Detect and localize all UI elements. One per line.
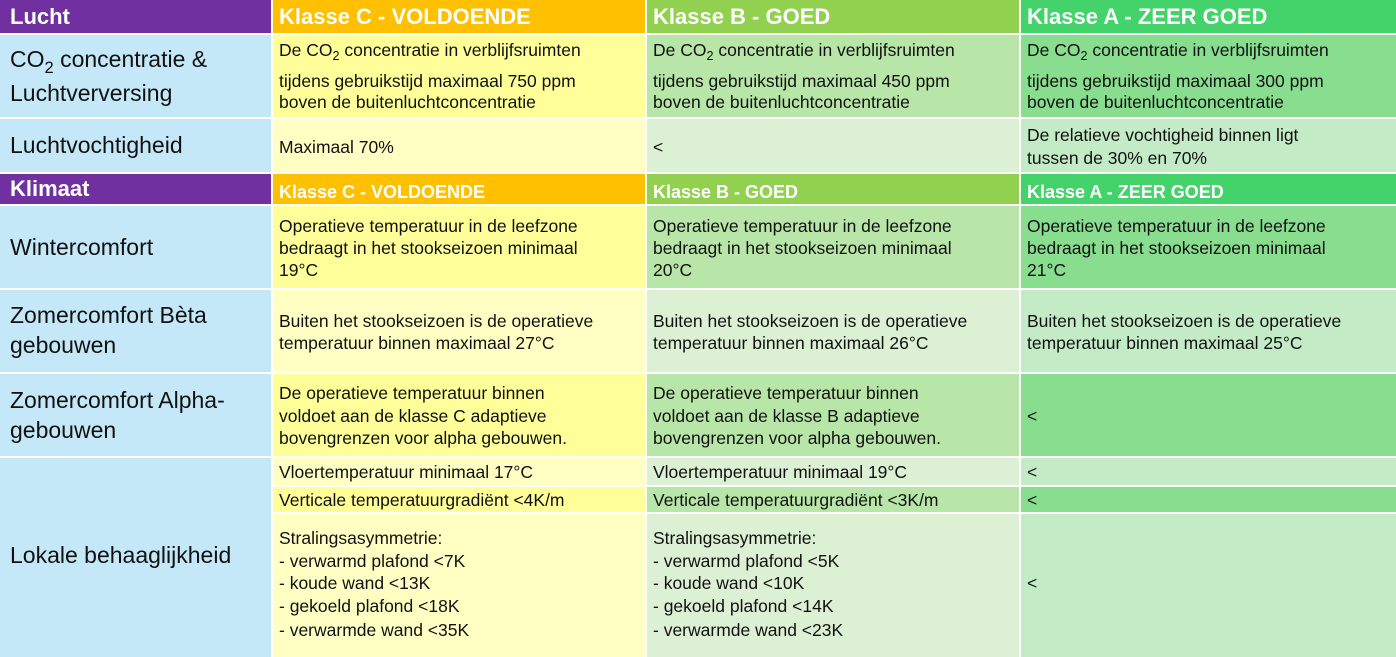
header-klasse-a-label: Klasse A - ZEER GOED	[1027, 4, 1268, 29]
gradient-b-text: Verticale temperatuurgradiënt <3K/m	[653, 490, 939, 510]
straling-c-line2: - verwarmd plafond <7K	[279, 551, 466, 571]
lucht-section-title: Lucht	[10, 4, 70, 29]
zomer-beta-c-line2: temperatuur binnen maximaal 27°C	[279, 333, 555, 353]
row-label-zomercomfort-alpha	[0, 374, 271, 456]
gradient-a-text: <	[1027, 490, 1038, 510]
co2-klasse-b-cell	[647, 35, 1019, 117]
row-label-wintercomfort	[0, 206, 271, 288]
winter-b-line1: Operatieve temperatuur in de leefzone	[653, 216, 952, 236]
gradient-klasse-c-cell	[273, 487, 645, 512]
co2-klasse-c-cell	[273, 35, 645, 117]
zomer-alpha-c-line2: voldoet aan de klasse C adaptieve	[279, 406, 547, 426]
straling-b-line1: Stralingsasymmetrie:	[653, 528, 817, 548]
vocht-klasse-b-cell	[647, 119, 1019, 172]
lokale-behaaglijkheid-label: Lokale behaaglijkheid	[10, 542, 232, 568]
klimaat-header-b-label: Klasse B - GOED	[653, 182, 799, 202]
lucht-header-klasse-a	[1021, 0, 1396, 33]
winter-a-line3: 21°C	[1027, 260, 1067, 280]
vocht-klasse-a-cell	[1021, 119, 1396, 172]
straling-a-text: <	[1027, 573, 1038, 593]
straling-c-line4: - gekoeld plafond <18K	[279, 596, 460, 616]
winter-klasse-b-cell	[647, 206, 1019, 288]
winter-klasse-a-cell	[1021, 206, 1396, 288]
vloer-klasse-c-cell	[273, 458, 645, 485]
co2-b-line3: boven de buitenluchtconcentratie	[653, 92, 910, 112]
zomer-alpha-klasse-c-cell	[273, 374, 645, 456]
straling-b-line4: - gekoeld plafond <14K	[653, 596, 834, 616]
klimaat-header-klasse-b	[647, 174, 1019, 204]
winter-a-line1: Operatieve temperatuur in de leefzone	[1027, 216, 1326, 236]
straling-klasse-c-cell	[273, 514, 645, 657]
co2-a-line2: tijdens gebruikstijd maximaal 300 ppm	[1027, 71, 1324, 91]
zomer-alpha-klasse-b-cell	[647, 374, 1019, 456]
vocht-klasse-c-cell	[273, 119, 645, 172]
winter-c-line2: bedraagt in het stookseizoen minimaal	[279, 238, 578, 258]
vloer-c-text: Vloertemperatuur minimaal 17°C	[279, 462, 534, 482]
zomer-beta-a-line1: Buiten het stookseizoen is de operatieve	[1027, 311, 1342, 331]
co2-a-line3: boven de buitenluchtconcentratie	[1027, 92, 1284, 112]
winter-b-line3: 20°C	[653, 260, 693, 280]
gradient-klasse-a-cell	[1021, 487, 1396, 512]
winter-c-line1: Operatieve temperatuur in de leefzone	[279, 216, 578, 236]
zomer-beta-label-line2: gebouwen	[10, 332, 117, 358]
klimaat-section-header	[0, 174, 271, 204]
klimaat-header-klasse-a	[1021, 174, 1396, 204]
klimaat-header-a-label: Klasse A - ZEER GOED	[1027, 182, 1224, 202]
co2-b-line2: tijdens gebruikstijd maximaal 450 ppm	[653, 71, 950, 91]
zomer-beta-b-line2: temperatuur binnen maximaal 26°C	[653, 333, 929, 353]
zomer-beta-b-line1: Buiten het stookseizoen is de operatieve	[653, 311, 968, 331]
luchtvochtigheid-label: Luchtvochtigheid	[10, 132, 183, 158]
klimaat-header-c-label: Klasse C - VOLDOENDE	[279, 182, 486, 202]
straling-klasse-b-cell	[647, 514, 1019, 657]
row-label-co2	[0, 35, 271, 117]
winter-c-line3: 19°C	[279, 260, 319, 280]
straling-b-line5: - verwarmde wand <23K	[653, 620, 844, 640]
zomer-beta-label-line1: Zomercomfort Bèta	[10, 302, 207, 328]
klimaat-section-title: Klimaat	[10, 176, 90, 201]
co2-b-line1: De $CO_2$ concentratie in verblijfsruimten	[653, 40, 955, 64]
header-klasse-b-label: Klasse B - GOED	[653, 4, 831, 29]
co2-label-line2: Luchtverversing	[10, 80, 173, 106]
gradient-klasse-b-cell	[647, 487, 1019, 512]
zomer-alpha-b-line2: voldoet aan de klasse B adaptieve	[653, 406, 920, 426]
co2-c-line1: De $CO_2$ concentratie in verblijfsruimten	[279, 40, 581, 64]
co2-label-line1: $CO_2$ concentratie &	[10, 46, 208, 77]
straling-b-line3: - koude wand <10K	[653, 573, 805, 593]
vloer-a-text: <	[1027, 462, 1038, 482]
zomer-beta-klasse-b-cell	[647, 290, 1019, 372]
zomer-beta-klasse-c-cell	[273, 290, 645, 372]
winter-b-line2: bedraagt in het stookseizoen minimaal	[653, 238, 952, 258]
straling-c-line5: - verwarmde wand <35K	[279, 620, 470, 640]
header-klasse-c-label: Klasse C - VOLDOENDE	[279, 4, 531, 29]
wintercomfort-label: Wintercomfort	[10, 234, 154, 260]
vloer-b-text: Vloertemperatuur minimaal 19°C	[653, 462, 908, 482]
klimaat-header-klasse-c	[273, 174, 645, 204]
vloer-klasse-a-cell	[1021, 458, 1396, 485]
zomer-beta-a-line2: temperatuur binnen maximaal 25°C	[1027, 333, 1303, 353]
co2-a-line1: De $CO_2$ concentratie in verblijfsruimten	[1027, 40, 1329, 64]
straling-c-line1: Stralingsasymmetrie:	[279, 528, 443, 548]
lucht-header-klasse-b	[647, 0, 1019, 33]
straling-klasse-a-cell	[1021, 514, 1396, 657]
lucht-header-klasse-c	[273, 0, 645, 33]
zomer-alpha-label-line2: gebouwen	[10, 417, 117, 443]
row-label-luchtvochtigheid	[0, 119, 271, 172]
vocht-c-text: Maximaal 70%	[279, 137, 394, 157]
co2-c-line3: boven de buitenluchtconcentratie	[279, 92, 536, 112]
vloer-klasse-b-cell	[647, 458, 1019, 485]
co2-c-line2: tijdens gebruikstijd maximaal 750 ppm	[279, 71, 576, 91]
co2-klasse-a-cell	[1021, 35, 1396, 117]
zomer-alpha-klasse-a-cell	[1021, 374, 1396, 456]
zomer-alpha-a-text: <	[1027, 406, 1038, 426]
row-label-lokale-behaaglijkheid	[0, 458, 271, 657]
gradient-c-text: Verticale temperatuurgradiënt <4K/m	[279, 490, 565, 510]
vocht-b-text: <	[653, 137, 664, 157]
straling-c-line3: - koude wand <13K	[279, 573, 431, 593]
vocht-a-line1: De relatieve vochtigheid binnen ligt	[1027, 125, 1299, 145]
row-label-zomercomfort-beta	[0, 290, 271, 372]
winter-a-line2: bedraagt in het stookseizoen minimaal	[1027, 238, 1326, 258]
zomer-beta-c-line1: Buiten het stookseizoen is de operatieve	[279, 311, 594, 331]
zomer-beta-klasse-a-cell	[1021, 290, 1396, 372]
vocht-a-line2: tussen de 30% en 70%	[1027, 148, 1207, 168]
zomer-alpha-c-line3: bovengrenzen voor alpha gebouwen.	[279, 428, 567, 448]
straling-b-line2: - verwarmd plafond <5K	[653, 551, 840, 571]
zomer-alpha-b-line1: De operatieve temperatuur binnen	[653, 383, 919, 403]
zomer-alpha-b-line3: bovengrenzen voor alpha gebouwen.	[653, 428, 941, 448]
lucht-section-header	[0, 0, 271, 33]
zomer-alpha-c-line1: De operatieve temperatuur binnen	[279, 383, 545, 403]
zomer-alpha-label-line1: Zomercomfort Alpha-	[10, 387, 225, 413]
winter-klasse-c-cell	[273, 206, 645, 288]
